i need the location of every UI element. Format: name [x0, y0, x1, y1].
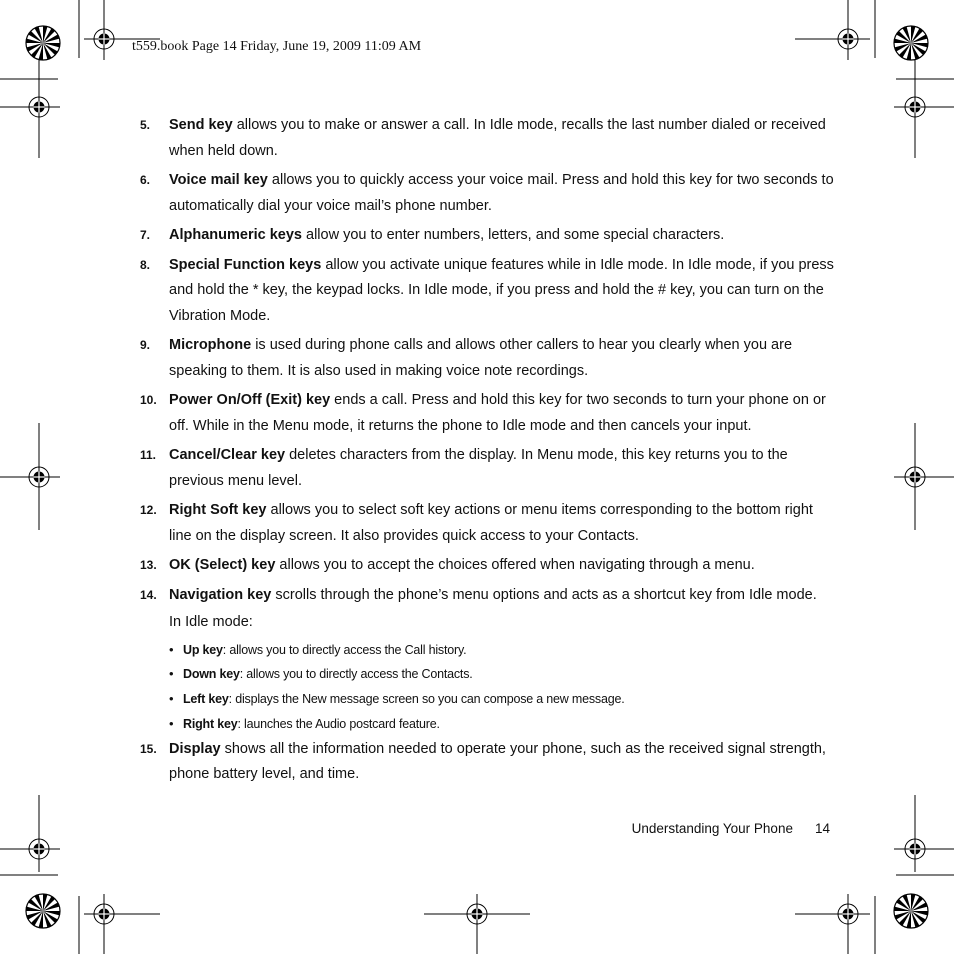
list-item [140, 388, 835, 439]
item-term: Send key [169, 117, 233, 133]
registration-mark-icon [25, 93, 53, 121]
item-term: Special Function keys [169, 256, 322, 273]
bullet-term: Up key [183, 642, 223, 657]
item-term: OK (Select) key [169, 557, 276, 573]
bullet-text: : allows you to directly access the Call history. [222, 642, 467, 657]
bullet-dot-icon: • [169, 691, 174, 707]
item-term: Display [169, 740, 221, 757]
item-number: 7. [140, 228, 151, 242]
key-descriptions [140, 113, 835, 792]
bullet-text: : allows you to directly access the Contacts. [239, 667, 473, 682]
bullet-text: : displays the New message screen so you can compose a new message. [228, 692, 625, 707]
registration-mark-icon [834, 25, 862, 53]
item-number: 12. [140, 503, 157, 517]
item-number: 14. [140, 587, 157, 602]
bullet-item [169, 662, 835, 687]
item-text: allows you to make or answer a call. In Idle mode, recalls the last number dialed or received when held down. [169, 117, 826, 159]
registration-mark-icon [25, 835, 53, 863]
item-term: Alphanumeric keys [169, 227, 302, 243]
registration-mark-icon [901, 835, 929, 863]
registration-mark-icon [901, 463, 929, 491]
item-text: ends a call. Press and hold this key for two seconds to turn your phone on or off. While in the Menu mode, it returns the phone to Idle mode and then cancels your input. [169, 392, 826, 434]
registration-mark-icon [90, 900, 118, 928]
item-text: deletes characters from the display. In Menu mode, this key returns you to the previous menu level. [169, 447, 788, 489]
bullet-item [169, 638, 835, 663]
idle-mode-label: In Idle mode: [169, 614, 253, 630]
item-term: Power On/Off (Exit) key [169, 392, 331, 408]
registration-mark-icon [90, 25, 118, 53]
registration-mark-icon [25, 463, 53, 491]
page-footer [632, 821, 830, 836]
item-number: 8. [140, 257, 151, 272]
bullet-term: Left key [183, 692, 229, 707]
item-text: allows you to accept the choices offered when navigating through a menu. [275, 557, 755, 573]
items-list [140, 113, 835, 608]
item-number: 10. [140, 393, 157, 407]
list-item [140, 583, 835, 609]
item-text: shows all the information needed to operate your phone, such as the received signal strength, phone battery level, and time. [169, 740, 826, 783]
item-number: 11. [140, 448, 157, 462]
item-term: Right Soft key [169, 502, 267, 518]
item-text: allows you to quickly access your voice mail. Press and hold this key for two seconds to automatically dial your voice mail’s phone number. [169, 172, 834, 214]
bullet-dot-icon: • [169, 666, 174, 682]
list-item [140, 498, 835, 549]
list-item [140, 168, 835, 219]
bullet-item [169, 712, 835, 737]
item-text: allow you to enter numbers, letters, and some special characters. [301, 227, 725, 243]
item-number: 13. [140, 558, 157, 572]
footer-section: Understanding Your Phone [631, 821, 793, 836]
item-number: 5. [140, 118, 151, 132]
item-term: Microphone [169, 337, 252, 353]
item-number: 6. [140, 173, 151, 187]
bullet-item [169, 687, 835, 712]
list-item [140, 223, 835, 249]
item-term: Voice mail key [169, 172, 268, 188]
item-term: Navigation key [169, 586, 272, 603]
item-number: 15. [140, 741, 157, 756]
star-target-icon [894, 26, 928, 60]
list-item [140, 253, 835, 330]
list-item [140, 113, 835, 164]
bullet-term: Down key [183, 667, 240, 682]
star-target-icon [894, 894, 928, 928]
bullet-dot-icon: • [169, 641, 174, 657]
list-item [140, 553, 835, 579]
item-text: allow you activate unique features while in Idle mode. In Idle mode, if you press and hold the * key, the keypad locks. In Idle mode, if you press and hold the # key, you can turn on the Vibration Mode. [169, 256, 834, 324]
item-text: scrolls through the phone’s menu options and acts as a shortcut key from Idle mode. [271, 586, 817, 603]
list-item [140, 443, 835, 494]
print-slug: t559.book Page 14 Friday, June 19, 2009 11:09 AM [132, 39, 422, 54]
registration-mark-icon [834, 900, 862, 928]
bullet-text: : launches the Audio postcard feature. [237, 716, 440, 731]
idle-mode-bullets [140, 638, 835, 737]
item-text: allows you to select soft key actions or menu items corresponding to the bottom right line on the display screen. It also provides quick access to your Contacts. [169, 502, 813, 544]
bullet-dot-icon: • [169, 715, 174, 731]
list-item [140, 737, 835, 788]
list-item [140, 333, 835, 384]
registration-mark-icon [463, 900, 491, 928]
star-target-icon [26, 26, 60, 60]
item-number: 9. [140, 338, 151, 352]
page-number: 14 [814, 821, 830, 836]
registration-mark-icon [901, 93, 929, 121]
item-term: Cancel/Clear key [169, 447, 286, 463]
star-target-icon [26, 894, 60, 928]
item-text: is used during phone calls and allows other callers to hear you clearly when you are speaking to them. It is also used in making voice note recordings. [169, 337, 793, 379]
bullet-term: Right key [183, 716, 238, 731]
